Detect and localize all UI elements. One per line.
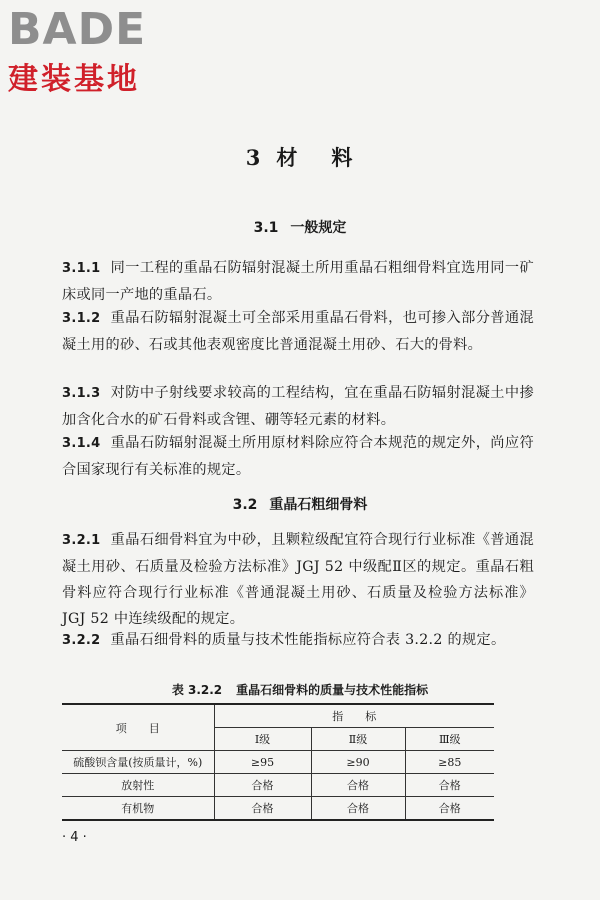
clause-text: 重晶石防辐射混凝土所用原材料除应符合本规范的规定外，尚应符合国家现行有关标准的规定。 bbox=[62, 435, 534, 478]
table-number: 表 3.2.2 bbox=[171, 683, 223, 697]
clause-number: 3.2.1 bbox=[62, 533, 101, 548]
chapter-title bbox=[0, 142, 600, 172]
clause-3-2-2 bbox=[62, 627, 534, 654]
table-title: 重晶石细骨料的质量与技术性能指标 bbox=[236, 683, 429, 697]
clause-number: 3.2.2 bbox=[62, 633, 101, 648]
chapter-number: 3 bbox=[245, 145, 263, 170]
header-grade-2: Ⅱ级 bbox=[311, 728, 405, 751]
row-value: ≥85 bbox=[405, 751, 494, 774]
clause-3-1-1 bbox=[62, 255, 534, 308]
spec-table bbox=[62, 703, 494, 821]
row-item: 硫酸钡含量(按质量计，%) bbox=[62, 751, 214, 774]
row-value: 合格 bbox=[405, 774, 494, 797]
row-value: ≥95 bbox=[214, 751, 311, 774]
header-grade-1: Ⅰ级 bbox=[214, 728, 311, 751]
clause-text: 重晶石细骨料宜为中砂，且颗粒级配宜符合现行行业标准《普通混凝土用砂、石质量及检验方法标准》JGJ 52 中级配Ⅱ区的规定。重晶石粗骨料应符合现行行业标准《普通混凝土用砂、石质量及检验方法标准》JGJ 52 中连续级配的规定。 bbox=[62, 532, 534, 627]
header-item: 项 目 bbox=[62, 704, 214, 751]
section-title: 一般规定 bbox=[290, 220, 347, 236]
clause-text: 重晶石防辐射混凝土可全部采用重晶石骨料，也可掺入部分普通混凝土用的砂、石或其他表观密度比普通混凝土用砂、石大的骨料。 bbox=[62, 310, 534, 353]
section-number: 3.1 bbox=[253, 220, 279, 236]
clause-number: 3.1.1 bbox=[62, 261, 101, 276]
clause-text: 重晶石细骨料的质量与技术性能指标应符合表 3.2.2 的规定。 bbox=[110, 632, 506, 648]
row-value: 合格 bbox=[405, 797, 494, 821]
table-row bbox=[62, 751, 494, 774]
row-value: 合格 bbox=[214, 774, 311, 797]
clause-text: 同一工程的重晶石防辐射混凝土所用重晶石粗细骨料宜选用同一矿床或同一产地的重晶石。 bbox=[62, 260, 534, 303]
clause-3-1-4 bbox=[62, 430, 534, 483]
table-row bbox=[62, 797, 494, 821]
clause-3-1-3 bbox=[62, 380, 534, 433]
chapter-title-char-1: 材 bbox=[276, 145, 300, 170]
header-indicator: 指 标 bbox=[214, 704, 494, 728]
header-grade-3: Ⅲ级 bbox=[405, 728, 494, 751]
clause-3-1-2 bbox=[62, 305, 534, 358]
row-value: 合格 bbox=[214, 797, 311, 821]
row-value: 合格 bbox=[311, 797, 405, 821]
row-value: 合格 bbox=[311, 774, 405, 797]
clause-number: 3.1.2 bbox=[62, 311, 101, 326]
clause-text: 对防中子射线要求较高的工程结构，宜在重晶石防辐射混凝土中掺加含化合水的矿石骨料或含锂、硼等轻元素的材料。 bbox=[62, 385, 534, 428]
section-heading-3-2 bbox=[0, 494, 600, 514]
row-item: 有机物 bbox=[62, 797, 214, 821]
logo-text-en: BADE bbox=[8, 4, 147, 55]
clause-3-2-1 bbox=[62, 527, 534, 632]
clause-number: 3.1.3 bbox=[62, 386, 101, 401]
section-heading-3-1 bbox=[0, 217, 600, 237]
table-row bbox=[62, 774, 494, 797]
logo-text-cn: 建装基地 bbox=[8, 62, 140, 97]
table-caption bbox=[0, 681, 600, 698]
chapter-title-char-2: 料 bbox=[331, 145, 355, 170]
row-value: ≥90 bbox=[311, 751, 405, 774]
section-title: 重晶石粗细骨料 bbox=[269, 497, 368, 513]
page-number: · 4 · bbox=[62, 830, 87, 845]
row-item: 放射性 bbox=[62, 774, 214, 797]
clause-number: 3.1.4 bbox=[62, 436, 101, 451]
table-header-row bbox=[62, 704, 494, 728]
section-number: 3.2 bbox=[232, 497, 258, 513]
